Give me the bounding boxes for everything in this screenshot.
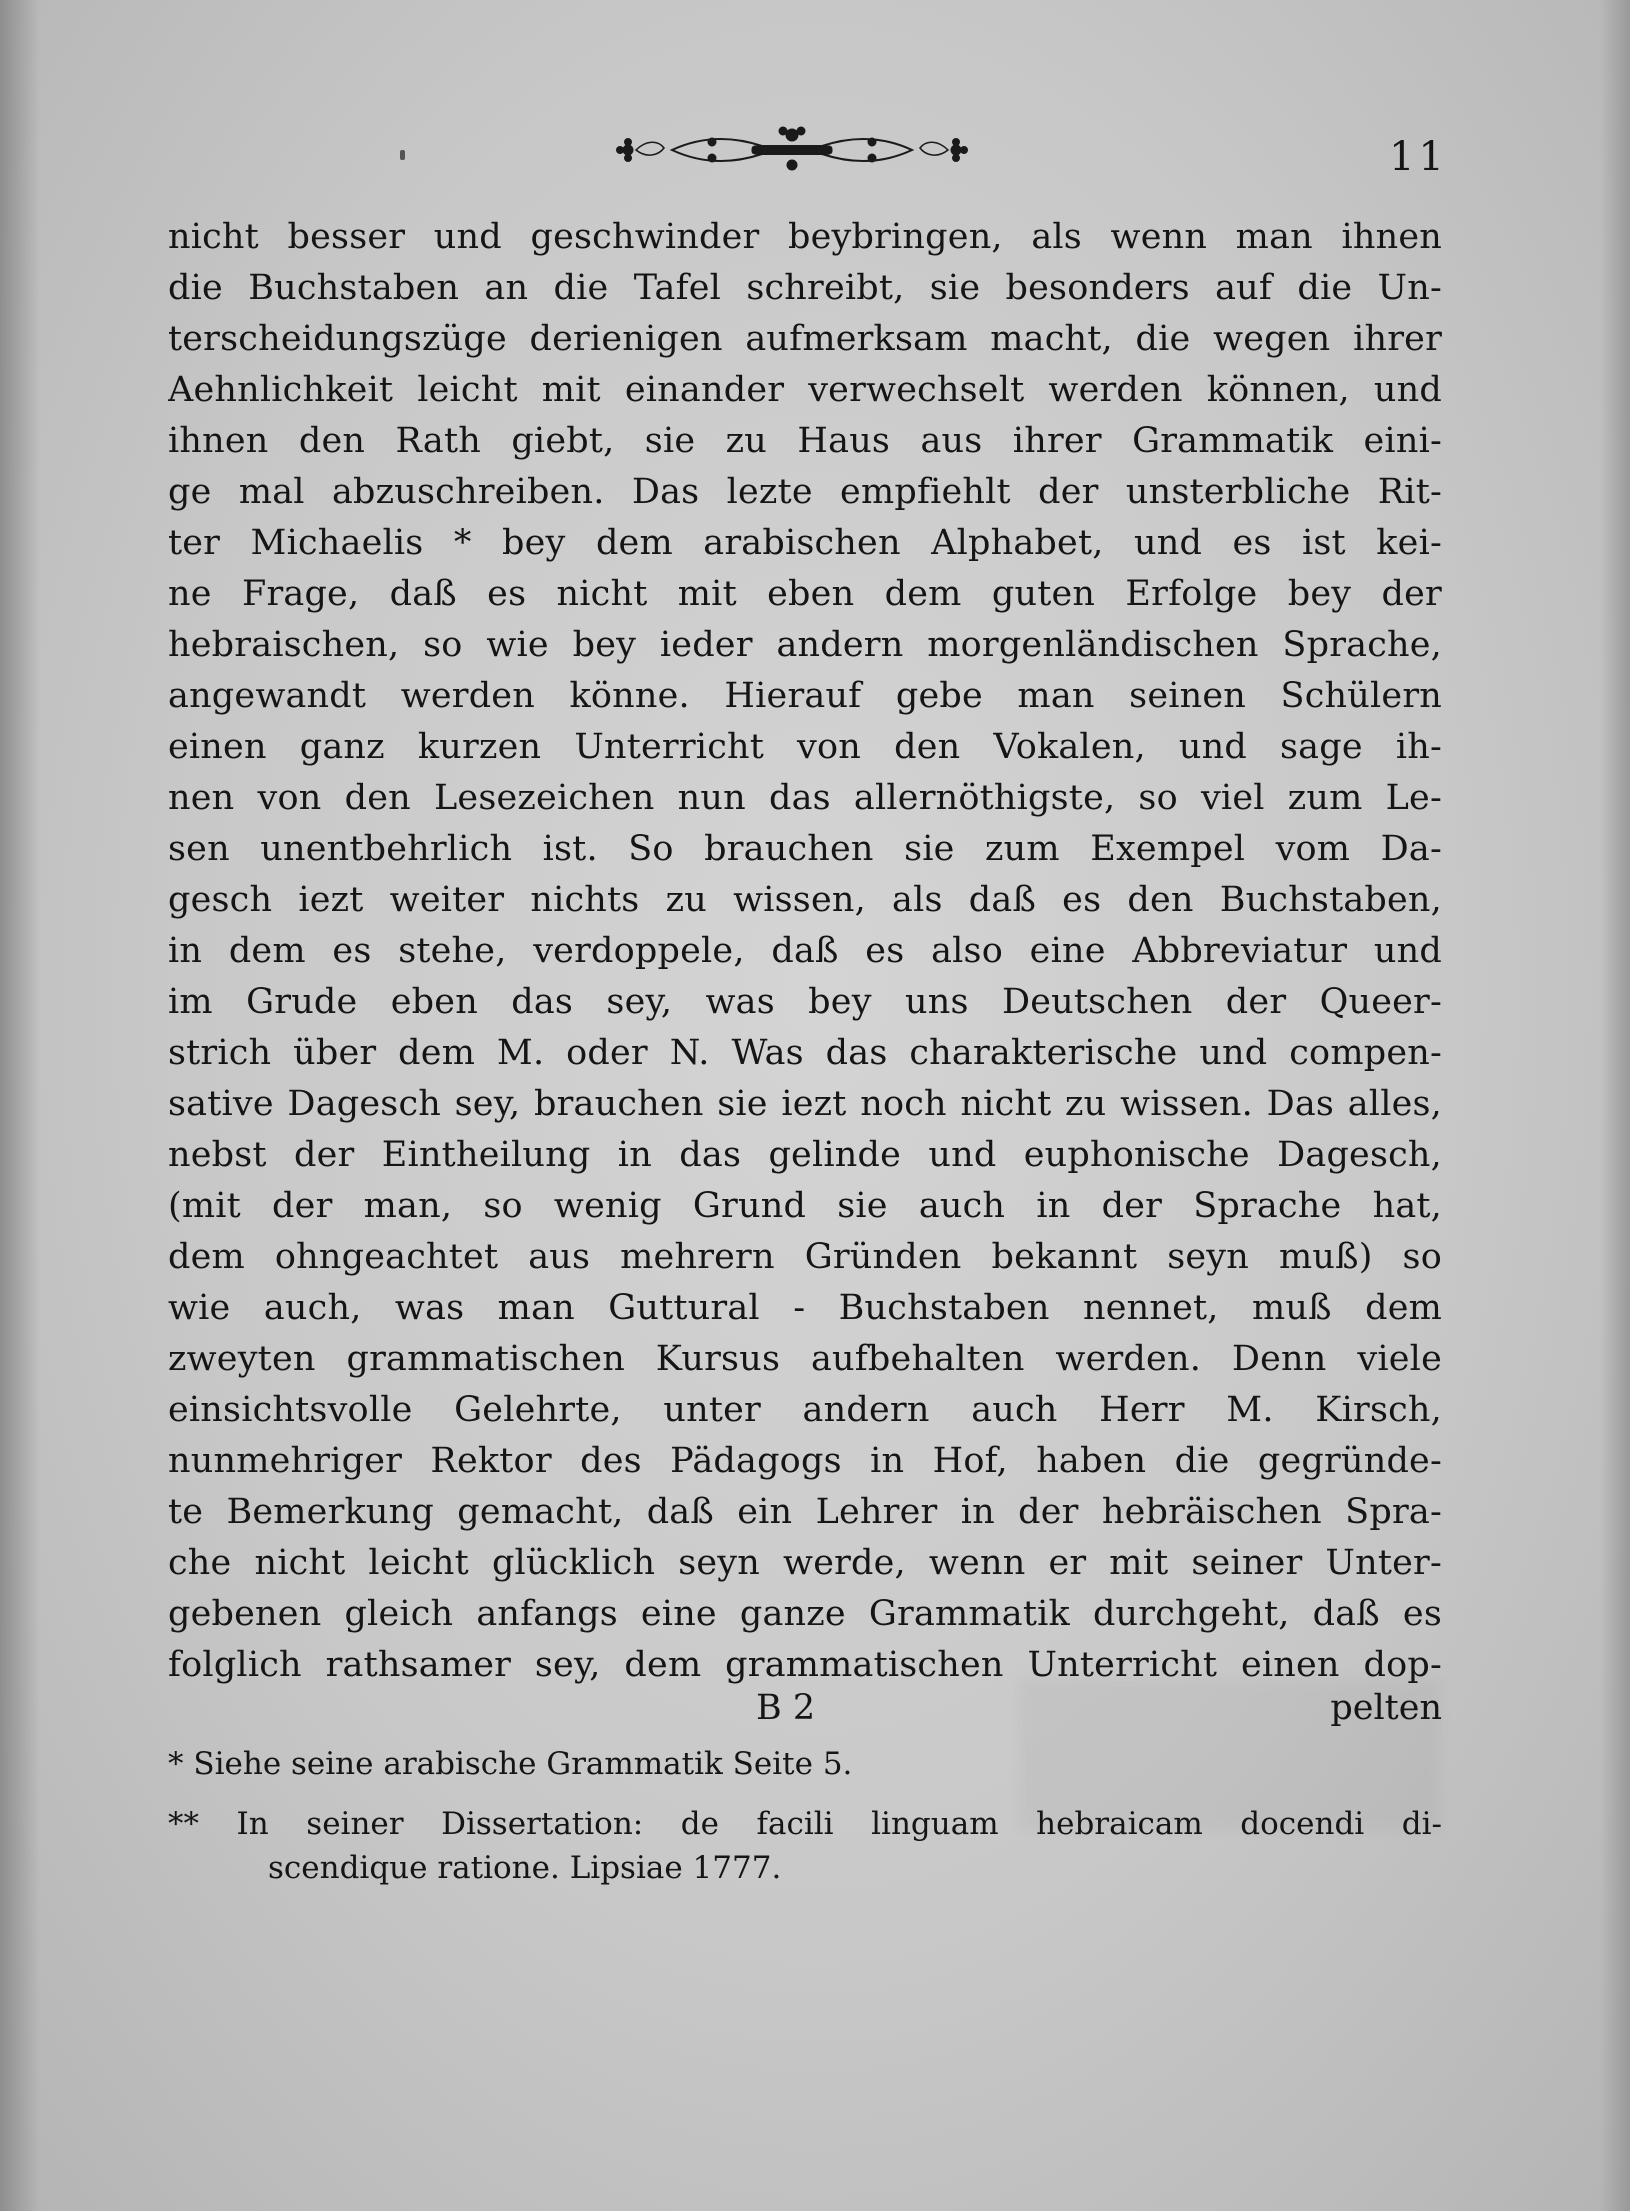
footnote-2-continuation: scendique ratione. Lipsiae 1777. [268, 1850, 782, 1886]
text-line: che nicht leicht glücklich seyn werde, wenn er mit seiner Unter- [168, 1543, 1442, 1583]
footnotes [168, 1742, 1442, 1890]
text-line: strich über dem M. oder N. Was das charakterische und compen- [168, 1033, 1442, 1073]
text-line: terscheidungszüge derienigen aufmerksam macht, die wegen ihrer [168, 319, 1442, 359]
text-line: gesch iezt weiter nichts zu wissen, als daß es den Buchstaben, [168, 880, 1442, 920]
page-edge-shadow-left [0, 0, 40, 2211]
text-line: folglich rathsamer sey, dem grammatischen Unterricht einen dop- [168, 1645, 1442, 1685]
text-line: ihnen den Rath giebt, sie zu Haus aus ihrer Grammatik eini- [168, 421, 1442, 461]
text-line: einsichtsvolle Gelehrte, unter andern auch Herr M. Kirsch, [168, 1390, 1442, 1430]
text-line: ge mal abzuschreiben. Das lezte empfiehlt der unsterbliche Rit- [168, 472, 1442, 512]
signature-mark: B 2 [756, 1688, 816, 1728]
text-line: Aehnlichkeit leicht mit einander verwechselt werden können, und [168, 370, 1442, 410]
text-line: nunmehriger Rektor des Pädagogs in Hof, haben die gegründe- [168, 1441, 1442, 1481]
text-line: (mit der man, so wenig Grund sie auch in der Sprache hat, [168, 1186, 1442, 1226]
page-edge-shadow-right [1600, 0, 1630, 2211]
catchword: pelten [1330, 1688, 1442, 1728]
text-line: einen ganz kurzen Unterricht von den Vokalen, und sage ih- [168, 727, 1442, 767]
text-line: sen unentbehrlich ist. So brauchen sie zum Exempel vom Da- [168, 829, 1442, 869]
text-line: hebraischen, so wie bey ieder andern morgenländischen Sprache, [168, 625, 1442, 665]
text-line: gebenen gleich anfangs eine ganze Grammatik durchgeht, daß es [168, 1594, 1442, 1634]
text-line: angewandt werden könne. Hierauf gebe man seinen Schülern [168, 676, 1442, 716]
main-text-block [168, 212, 1442, 1691]
page-number: 11 [1389, 134, 1448, 180]
text-line: nebst der Eintheilung in das gelinde und euphonische Dagesch, [168, 1135, 1442, 1175]
text-line: nen von den Lesezeichen nun das allernöthigste, so viel zum Le- [168, 778, 1442, 818]
text-line: ne Frage, daß es nicht mit eben dem guten Erfolge bey der [168, 574, 1442, 614]
footnote-2: ** In seiner Dissertation: de facili linguam hebraicam docendi di- [168, 1806, 1442, 1842]
page-footer-row [168, 1683, 1442, 1733]
text-line: sative Dagesch sey, brauchen sie iezt noch nicht zu wissen. Das alles, [168, 1084, 1442, 1124]
text-line: zweyten grammatischen Kursus aufbehalten werden. Denn viele [168, 1339, 1442, 1379]
floral-vignette-icon [612, 122, 972, 178]
text-line: nicht besser und geschwinder beybringen, als wenn man ihnen [168, 217, 1442, 257]
stray-ink-mark [400, 150, 405, 160]
text-line: dem ohngeachtet aus mehrern Gründen bekannt seyn muß) so [168, 1237, 1442, 1277]
footnote-1: * Siehe seine arabische Grammatik Seite 5. [168, 1746, 853, 1782]
text-line: die Buchstaben an die Tafel schreibt, sie besonders auf die Un- [168, 268, 1442, 308]
text-line: im Grude eben das sey, was bey uns Deutschen der Queer- [168, 982, 1442, 1022]
text-line: in dem es stehe, verdoppele, daß es also eine Abbreviatur und [168, 931, 1442, 971]
text-line: wie auch, was man Guttural - Buchstaben nennet, muß dem [168, 1288, 1442, 1328]
text-line: ter Michaelis * bey dem arabischen Alphabet, und es ist kei- [168, 523, 1442, 563]
text-line: te Bemerkung gemacht, daß ein Lehrer in der hebräischen Spra- [168, 1492, 1442, 1532]
